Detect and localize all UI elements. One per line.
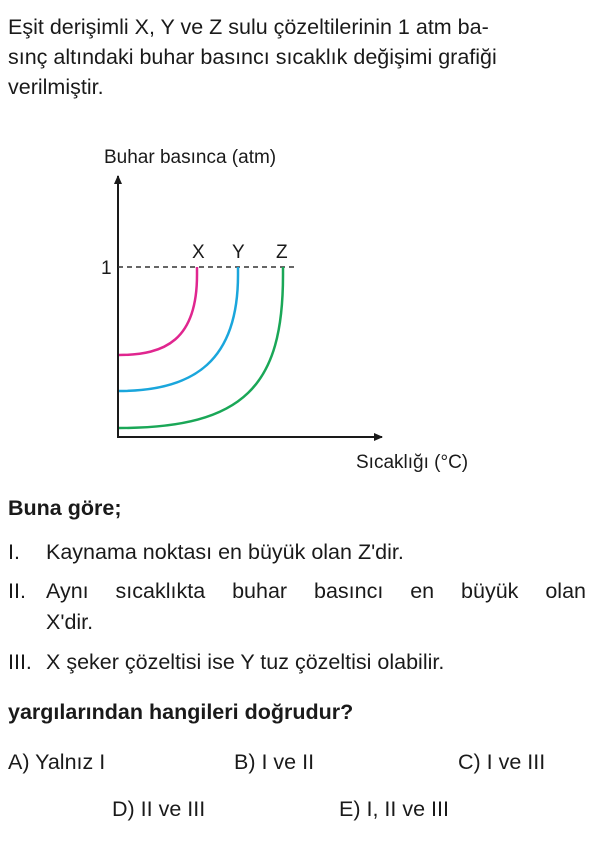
- vapor-pressure-graph: [0, 140, 605, 480]
- statement-1-number: I.: [8, 540, 20, 564]
- series-z-curve: [119, 267, 283, 428]
- x-axis-label: Sıcaklığı (°C): [356, 452, 469, 473]
- stem-line-2: sınç altındaki buhar basıncı sıcaklık değişimi grafiği: [8, 45, 497, 69]
- statement-2-text-line-2: X'dir.: [46, 610, 94, 634]
- series-y-curve: [119, 267, 238, 391]
- statement-3-number: III.: [8, 650, 32, 674]
- statement-2-text-line-1: Aynı sıcaklıkta buhar basıncı en büyük olan: [46, 579, 586, 603]
- y-axis-label: Buhar basınca (atm): [104, 147, 277, 168]
- statement-2-number: II.: [8, 579, 26, 603]
- option-a[interactable]: A) Yalnız I: [8, 750, 106, 774]
- option-d[interactable]: D) II ve III: [112, 797, 206, 821]
- stem-line-1: Eşit derişimli X, Y ve Z sulu çözeltilerinin 1 atm ba-: [8, 15, 489, 39]
- lead-text: Buna göre;: [8, 496, 122, 520]
- stem-line-3: verilmiştir.: [8, 75, 104, 99]
- question-prompt: yargılarından hangileri doğrudur?: [8, 700, 354, 724]
- series-z-label: Z: [276, 242, 288, 263]
- option-b[interactable]: B) I ve II: [234, 750, 315, 774]
- series-y-label: Y: [232, 242, 245, 263]
- series-x-label: X: [192, 242, 205, 263]
- statement-1-text: Kaynama noktası en büyük olan Z'dir.: [46, 540, 404, 564]
- y-tick-label: 1: [101, 258, 112, 279]
- option-c[interactable]: C) I ve III: [458, 750, 546, 774]
- statement-3-text: X şeker çözeltisi ise Y tuz çözeltisi olabilir.: [46, 650, 445, 674]
- question-stem: [8, 12, 588, 102]
- series-x-curve: [119, 267, 197, 355]
- option-e[interactable]: E) I, II ve III: [339, 797, 449, 821]
